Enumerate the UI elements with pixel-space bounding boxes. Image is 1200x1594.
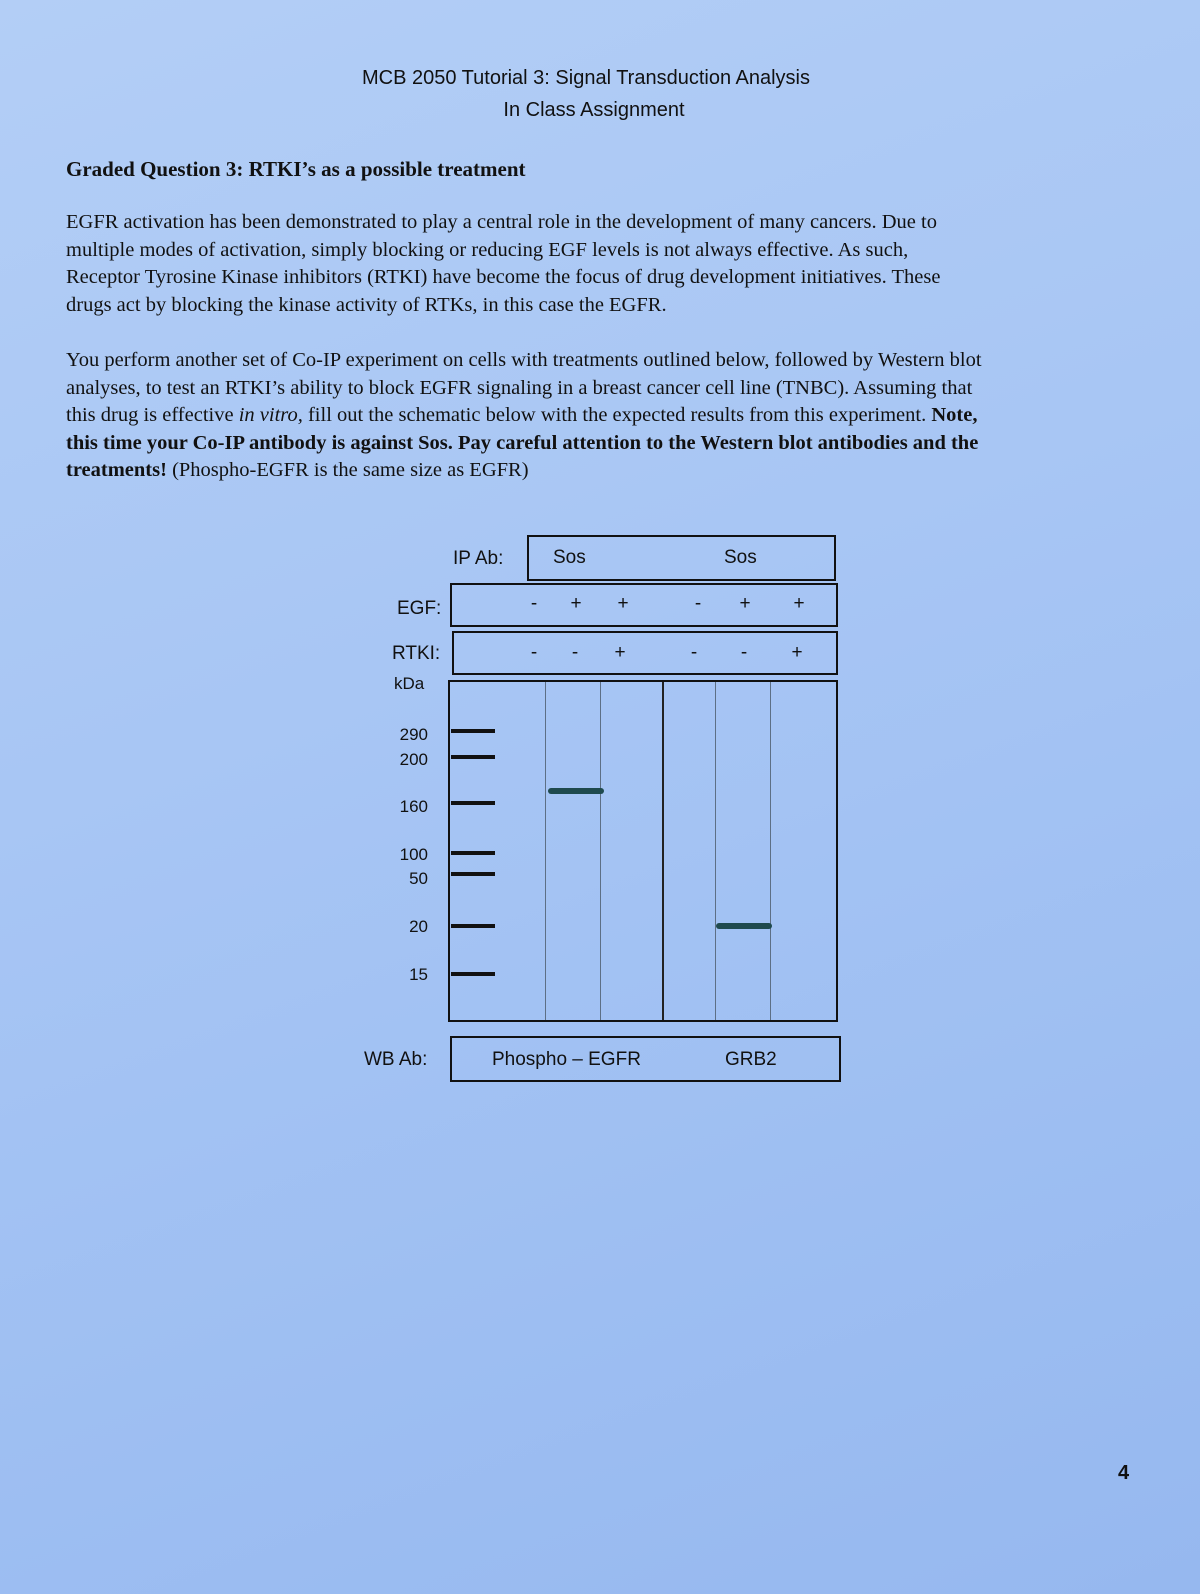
ladder-mark [451, 851, 495, 855]
paragraph-1-line: EGFR activation has been demonstrated to play a central role in the development of many cancers. Due to [66, 211, 937, 233]
rtki-value: - [571, 642, 579, 663]
italic-text: in vitro, [238, 404, 303, 426]
rtki-row-box [452, 631, 838, 675]
rtki-value: - [690, 642, 698, 663]
egf-value: + [617, 593, 629, 614]
blot-membrane [448, 680, 838, 1022]
paragraph-2-line [66, 402, 1126, 430]
wb-ab-box [450, 1036, 841, 1082]
paragraph-1-line: multiple modes of activation, simply blocking or reducing EGF levels is not always effective. As such, [66, 238, 909, 261]
ladder-mark [451, 729, 495, 733]
header-line-1: MCB 2050 Tutorial 3: Signal Transduction Analysis [361, 67, 811, 89]
paragraph-1 [66, 209, 1126, 319]
rtki-value: + [791, 642, 803, 663]
ladder-label: 290 [399, 725, 428, 744]
rtki-value: + [614, 642, 626, 663]
ladder-mark [451, 924, 495, 928]
page-number: 4 [1118, 1462, 1130, 1484]
ladder-mark [451, 872, 495, 876]
ip-ab-label: IP Ab: [453, 548, 504, 569]
ladder-label: 200 [399, 750, 428, 769]
text-run: fill out the schematic below with the expected results from this experiment. [302, 404, 932, 426]
blot-band-phospho-egfr [548, 788, 604, 794]
ladder-label: 100 [399, 845, 428, 864]
wb-ab-label: WB Ab: [364, 1049, 428, 1070]
egf-row-box [450, 583, 838, 627]
kda-label: kDa [394, 674, 425, 693]
egf-value: + [793, 593, 805, 614]
wb-ab-value: Phospho – EGFR [492, 1049, 641, 1070]
paragraph-2-line: You perform another set of Co-IP experiment on cells with treatments outlined below, followed by Western blot [66, 349, 982, 371]
bold-text: treatments! [66, 459, 167, 481]
egf-value: - [694, 593, 702, 614]
ip-ab-value: Sos [724, 547, 757, 568]
text-run: (Phospho-EGFR is the same size as EGFR) [166, 459, 529, 481]
ladder-mark [451, 801, 495, 805]
rtki-label: RTKI: [392, 643, 441, 664]
egf-label: EGF: [397, 598, 442, 619]
paragraph-2 [66, 347, 1126, 485]
ladder-mark [451, 755, 495, 759]
rtki-value: - [740, 642, 748, 663]
egf-value: - [530, 593, 538, 614]
egf-value: + [739, 593, 751, 614]
wb-ab-value: GRB2 [725, 1049, 777, 1070]
lane-divider [545, 682, 546, 1020]
blot-section-divider [662, 682, 664, 1020]
paragraph-1-line: drugs act by blocking the kinase activity of RTKs, in this case the EGFR. [66, 293, 667, 316]
header-line-2: In Class Assignment [503, 99, 685, 121]
ladder-label: 160 [399, 797, 428, 816]
ladder-label: 50 [409, 869, 428, 888]
paragraph-2-line [66, 430, 1126, 458]
bold-text: this time your Co-IP antibody is against Sos. Pay careful attention to the Western blot antibodies and the [66, 431, 979, 454]
paragraph-2-line [66, 457, 1126, 485]
ladder-label: 20 [409, 917, 428, 936]
ip-ab-box [527, 535, 836, 581]
ladder-mark [451, 972, 495, 976]
lane-divider [600, 682, 601, 1020]
paragraph-2-line: analyses, to test an RTKI’s ability to block EGFR signaling in a breast cancer cell line (TNBC). Assuming that [66, 376, 973, 399]
paragraph-1-line: Receptor Tyrosine Kinase inhibitors (RTKI) have become the focus of drug development initiatives. These [66, 266, 941, 288]
ip-ab-value: Sos [553, 547, 586, 568]
bold-text: Note, [931, 404, 978, 426]
blot-band-grb2 [716, 923, 772, 929]
text-run: this drug is effective [66, 404, 239, 426]
lane-divider [715, 682, 716, 1020]
egf-value: + [570, 593, 582, 614]
lane-divider [770, 682, 771, 1020]
question-title: Graded Question 3: RTKI’s as a possible treatment [66, 157, 526, 181]
ladder-label: 15 [409, 965, 428, 984]
rtki-value: - [530, 642, 538, 663]
